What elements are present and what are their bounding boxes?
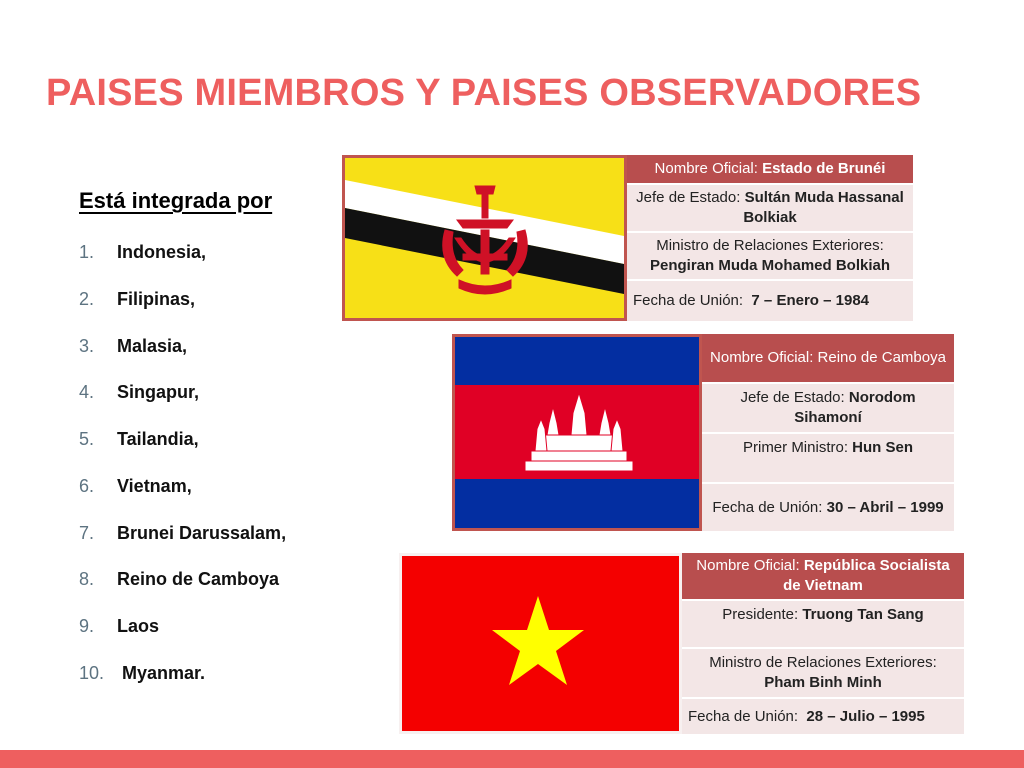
bottom-accent-bar [0, 750, 1024, 768]
brunei-info-table [627, 155, 913, 321]
list-item: 6. Vietnam, [79, 476, 192, 496]
vietnam-flag-image [399, 553, 682, 734]
brunei-foreign-minister: Ministro de Relaciones Exteriores: Pengiran Muda Mohamed Bolkiah [627, 231, 913, 279]
cambodia-flag-icon [455, 337, 699, 528]
list-item: 10. Myanmar. [79, 663, 206, 683]
cambodia-info-table [702, 334, 954, 531]
list-item: 4. Singapur, [79, 382, 200, 402]
member-name: Brunei Darussalam, [117, 523, 287, 543]
brunei-flag-icon [345, 158, 624, 318]
members-section [79, 188, 319, 683]
member-name: Filipinas, [117, 289, 196, 309]
list-item: 3. Malasia, [79, 336, 188, 356]
member-name: Laos [117, 616, 160, 636]
member-name: Malasia, [117, 336, 188, 356]
list-item: 1. Indonesia, [79, 242, 207, 262]
brunei-official-name: Nombre Oficial: Estado de Brunéi [627, 155, 913, 183]
list-item: 8. Reino de Camboya [79, 569, 280, 589]
members-subtitle: Está integrada por [79, 188, 273, 213]
cambodia-join-date: Fecha de Unión: 30 – Abril – 1999 [702, 482, 954, 531]
cambodia-head-of-state: Jefe de Estado: Norodom Sihamoní [702, 382, 954, 432]
list-item: 5. Tailandia, [79, 429, 199, 449]
member-name: Vietnam, [117, 476, 192, 496]
member-name: Reino de Camboya [117, 569, 280, 589]
cambodia-prime-minister: Primer Ministro: Hun Sen [702, 432, 954, 482]
vietnam-foreign-minister: Ministro de Relaciones Exteriores: Pham Binh Minh [682, 647, 964, 697]
vietnam-president: Presidente: Truong Tan Sang [682, 599, 964, 647]
brunei-flag-image [342, 155, 627, 321]
member-name: Indonesia, [117, 242, 207, 262]
brunei-head-of-state: Jefe de Estado: Sultán Muda Hassanal Bolkiak [627, 183, 913, 231]
cambodia-official-name: Nombre Oficial: Reino de Camboya [702, 334, 954, 382]
list-item: 2. Filipinas, [79, 289, 196, 309]
member-name: Tailandia, [117, 429, 199, 449]
member-name: Myanmar. [117, 663, 206, 683]
vietnam-flag-icon [402, 556, 679, 731]
vietnam-join-date: Fecha de Unión: 28 – Julio – 1995 [682, 697, 964, 734]
page-title: PAISES MIEMBROS Y PAISES OBSERVADORES [46, 72, 922, 114]
member-name: Singapur, [117, 382, 200, 402]
vietnam-info-table [682, 553, 964, 734]
list-item: 7. Brunei Darussalam, [79, 523, 287, 543]
vietnam-official-name: Nombre Oficial: República Socialista de Vietnam [682, 553, 964, 599]
brunei-join-date: Fecha de Unión: 7 – Enero – 1984 [627, 279, 913, 321]
list-item: 9. Laos [79, 616, 160, 636]
cambodia-flag-image [452, 334, 702, 531]
